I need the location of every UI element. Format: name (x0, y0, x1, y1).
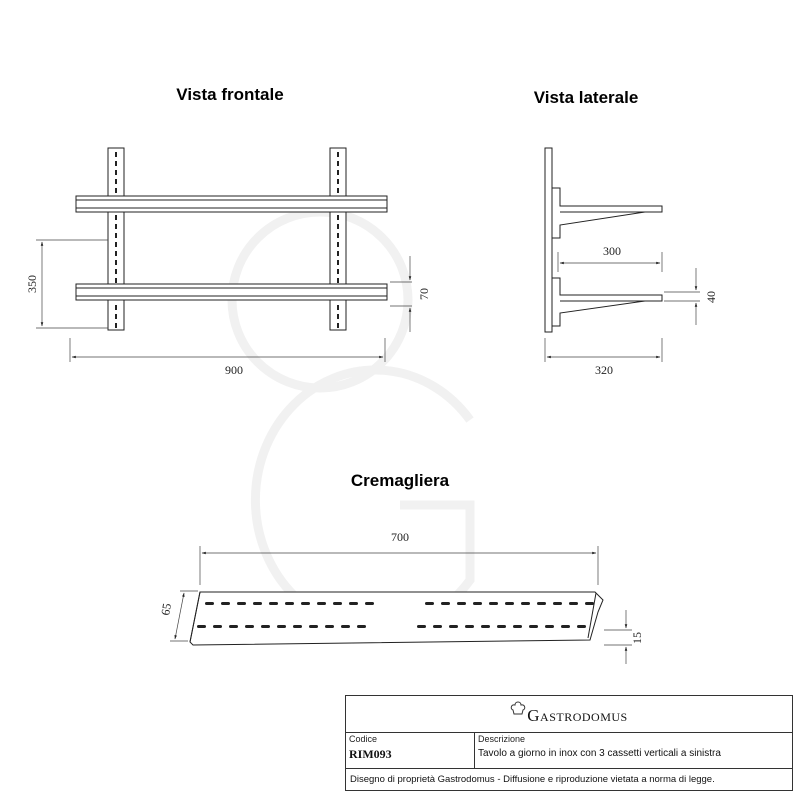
front-width-label: 900 (225, 363, 243, 377)
rack-slot (317, 602, 326, 605)
upright-slot (337, 152, 339, 157)
title-block (345, 695, 793, 791)
rack-slot (585, 602, 594, 605)
upright-slot (337, 260, 339, 265)
code-cell (346, 732, 475, 768)
upright-slot (337, 179, 339, 184)
rack-slot (449, 625, 458, 628)
rack-slot (465, 625, 474, 628)
description-cell (475, 732, 792, 768)
upright-slot (115, 170, 117, 175)
rack-slot (293, 625, 302, 628)
rack-slot (277, 625, 286, 628)
rack-slot-label: 15 (630, 632, 644, 644)
upright-slot (115, 269, 117, 274)
upright-slot (337, 305, 339, 310)
upright-slot (337, 278, 339, 283)
rack-slot (349, 602, 358, 605)
upright-slot (337, 215, 339, 220)
rack-slot (561, 625, 570, 628)
rack-slot (433, 625, 442, 628)
rack-slot (245, 625, 254, 628)
side-thickness-dimension (664, 268, 718, 325)
side-view-title: Vista laterale (533, 88, 639, 107)
rack-slot (577, 625, 586, 628)
upright-slot (115, 305, 117, 310)
side-bracket-bottom (552, 278, 662, 326)
upright-slot (337, 224, 339, 229)
title-block-info-row (346, 732, 792, 769)
rack-slot (441, 602, 450, 605)
rack-slot (521, 602, 530, 605)
rack-slot (417, 625, 426, 628)
rack-length-label: 700 (391, 530, 409, 544)
rack-slot (553, 602, 562, 605)
rack-slot (205, 602, 214, 605)
upright-slot (115, 179, 117, 184)
rack-slot (457, 602, 466, 605)
ownership-notice: Disegno di proprietà Gastrodomus - Diffusione e riproduzione vietata a norma di legge. (350, 774, 715, 785)
rack-slot (229, 625, 238, 628)
rack-slot (261, 625, 270, 628)
side-wall-plate (545, 148, 552, 332)
brand-name: Gastrodomus (527, 706, 628, 725)
upright-slot (115, 224, 117, 229)
upright-slot (337, 314, 339, 319)
front-shelf-bottom (76, 284, 387, 300)
upright-slot (337, 269, 339, 274)
rack-slot (365, 602, 374, 605)
rack-slot (237, 602, 246, 605)
side-view (545, 148, 718, 377)
description-value: Tavolo a giorno in inox con 3 cassetti verticali a sinistra (478, 748, 721, 759)
upright-slot (115, 278, 117, 283)
front-shelf-top (76, 196, 387, 212)
side-thickness-label: 40 (704, 291, 718, 303)
upright-slot (337, 233, 339, 238)
rack-slot (513, 625, 522, 628)
rack-slot (197, 625, 206, 628)
rack-slot (309, 625, 318, 628)
upright-slot (115, 260, 117, 265)
rack-slot (285, 602, 294, 605)
front-view (25, 148, 431, 377)
upright-slot (337, 170, 339, 175)
rack-slot (537, 602, 546, 605)
side-depth-label: 320 (595, 363, 613, 377)
upright-slot (337, 161, 339, 166)
side-bracket-top (552, 188, 662, 238)
rack-slot (529, 625, 538, 628)
upright-slot (115, 251, 117, 256)
rack-slot (473, 602, 482, 605)
rack-slot (545, 625, 554, 628)
rack-slot (425, 602, 434, 605)
side-depth-inner-label: 300 (603, 244, 621, 258)
side-depth-inner-dimension (558, 244, 662, 272)
rack-view-title: Cremagliera (350, 471, 450, 490)
code-label: Codice (349, 734, 378, 744)
upright-slot (115, 215, 117, 220)
front-view-title: Vista frontale (176, 85, 284, 104)
upright-slot (115, 233, 117, 238)
rack-slot (357, 625, 366, 628)
upright-slot (337, 242, 339, 247)
front-gap-label: 70 (417, 288, 431, 300)
rack-slot (325, 625, 334, 628)
description-label: Descrizione (478, 734, 526, 744)
upright-slot (337, 188, 339, 193)
front-upright-slots (115, 152, 339, 328)
rack-slot (301, 602, 310, 605)
watermark-logo (232, 212, 470, 630)
upright-slot (337, 323, 339, 328)
front-upright-left (108, 148, 124, 330)
rack-view (158, 530, 644, 664)
rack-height-label: 65 (158, 602, 174, 617)
rack-slot (341, 625, 350, 628)
rack-slot (253, 602, 262, 605)
upright-slot (337, 251, 339, 256)
rack-slot (569, 602, 578, 605)
code-value: RIM093 (349, 747, 392, 761)
rack-slot (505, 602, 514, 605)
rack-slot (213, 625, 222, 628)
upright-slot (115, 242, 117, 247)
rack-slot (481, 625, 490, 628)
rack-slot (489, 602, 498, 605)
side-depth-dimension (545, 338, 662, 377)
rack-slot (333, 602, 342, 605)
rack-slot-dimension (604, 610, 644, 664)
front-height-label: 350 (25, 275, 39, 293)
upright-slot (115, 323, 117, 328)
rack-slot (221, 602, 230, 605)
upright-slot (115, 152, 117, 157)
front-upright-right (330, 148, 346, 330)
chef-hat-icon (510, 701, 526, 715)
upright-slot (115, 188, 117, 193)
brand-logo (346, 696, 792, 733)
rack-slot (497, 625, 506, 628)
upright-slot (115, 314, 117, 319)
upright-slot (115, 161, 117, 166)
rack-bar (190, 592, 603, 645)
rack-slot (269, 602, 278, 605)
front-width-dimension (70, 338, 385, 377)
